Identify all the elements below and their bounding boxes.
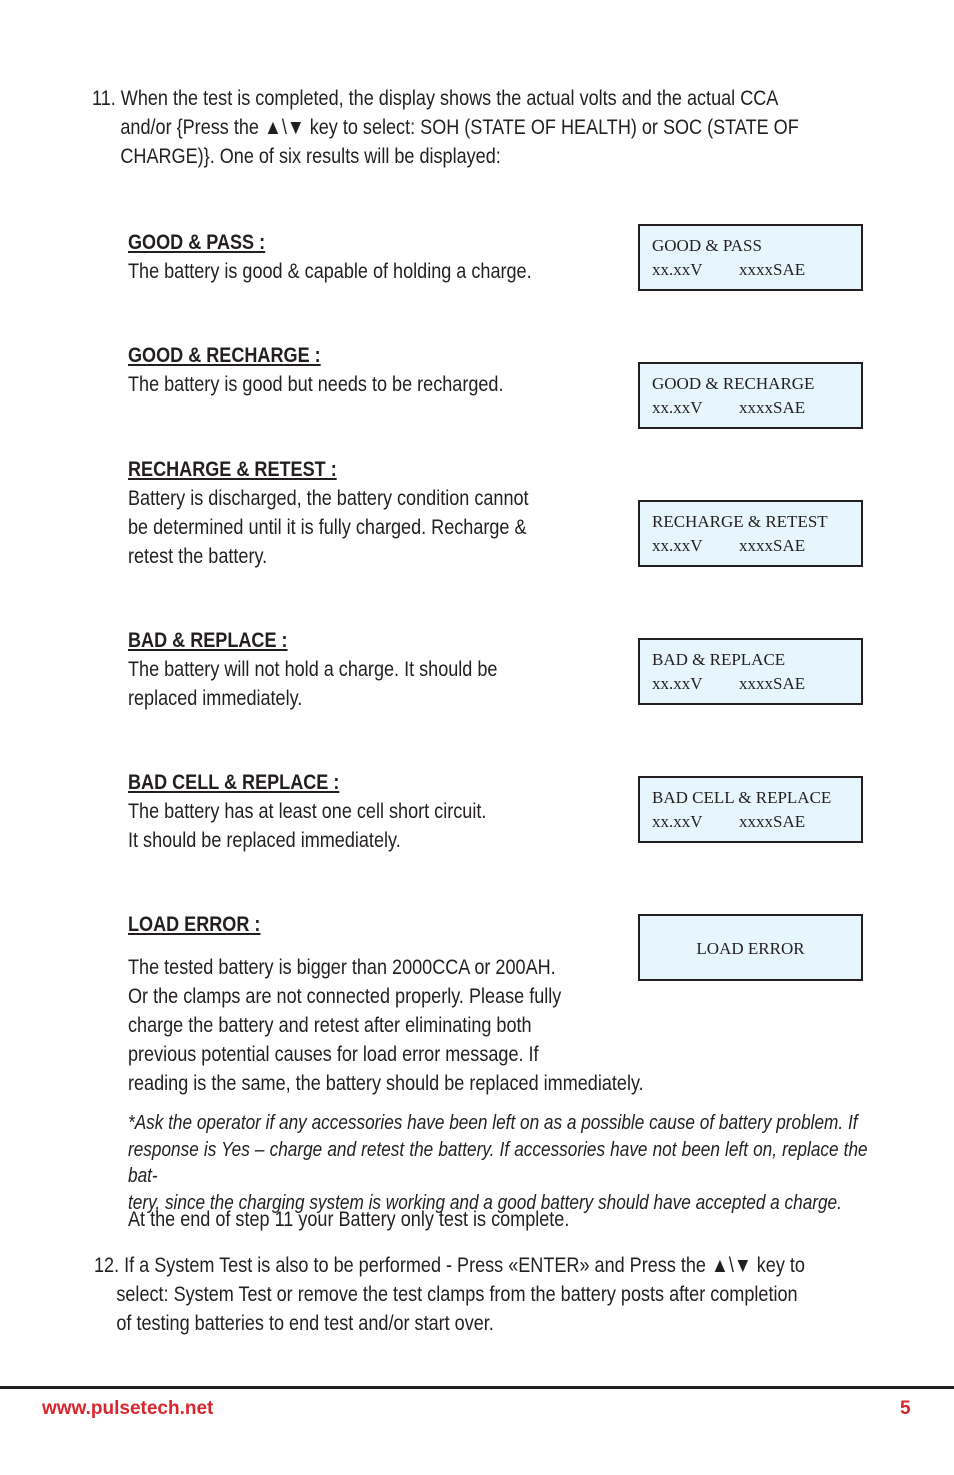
display-status: RECHARGE & RETEST [652,512,828,531]
display-bad-cell-replace [638,776,863,843]
result-heading-recharge-retest: RECHARGE & RETEST : [128,458,337,481]
result-heading-load-error: LOAD ERROR : [128,913,261,936]
footer-divider [0,1386,954,1389]
page-number: 5 [900,1398,911,1419]
step-12-line-2: select: System Test or remove the test clamps from the battery posts after completion [116,1283,798,1306]
footer-website-link[interactable]: www.pulsetech.net [42,1398,214,1419]
display-status: GOOD & RECHARGE [652,374,815,393]
result-heading-bad-cell-replace: BAD CELL & REPLACE : [128,771,340,794]
display-readings: xx.xxV xxxxSAE [652,812,806,831]
display-readings: xx.xxV xxxxSAE [652,398,806,417]
result-heading-bad-replace: BAD & REPLACE : [128,629,288,652]
display-readings: xx.xxV xxxxSAE [652,536,806,555]
display-good-pass [638,224,863,291]
display-load-error [638,914,863,981]
step-11-line-1: 11. When the test is completed, the display shows the actual volts and the actual CCA [92,87,779,110]
result-desc-good-pass: The battery is good & capable of holding a charge. [128,260,532,283]
display-good-recharge [638,362,863,429]
step-12-line-1: 12. If a System Test is also to be performed - Press «ENTER» and Press the ▲\▼ key to [94,1254,805,1277]
display-status: GOOD & PASS [652,236,762,255]
step-11-line-2: and/or {Press the ▲\▼ key to select: SOH (STATE OF HEALTH) or SOC (STATE OF [120,116,799,139]
display-readings: xx.xxV xxxxSAE [652,674,806,693]
result-desc-bad-replace: The battery will not hold a charge. It should be replaced immediately. [128,658,498,710]
result-desc-recharge-retest: Battery is discharged, the battery condition cannot be determined until it is fully charged. Recharge & retest the battery. [128,487,529,568]
display-readings: xx.xxV xxxxSAE [652,260,806,279]
display-status: BAD CELL & REPLACE [652,788,832,807]
step-12-text [94,1251,805,1338]
operator-note: *Ask the operator if any accessories have been left on as a possible cause of battery problem. If response is Yes – charge and retest the battery. If accessories have not been left on, replace the bat- tery, since the charging system is working and a good battery should have accepted a charge. [128,1112,868,1214]
result-desc-load-error: The tested battery is bigger than 2000CCA or 200AH. Or the clamps are not connected properly. Please fully charge the battery and retest after eliminating both previous potential causes for load error message. If reading is the same, the battery should be replaced immediately. [128,956,644,1095]
display-status: LOAD ERROR [696,939,805,958]
result-desc-bad-cell-replace: The battery has at least one cell short circuit. It should be replaced immediately. [128,800,487,852]
step-11-line-3: CHARGE)}. One of six results will be displayed: [120,145,501,168]
display-bad-replace [638,638,863,705]
result-desc-good-recharge: The battery is good but needs to be recharged. [128,373,504,396]
end-of-step-11-text: At the end of step 11 your Battery only test is complete. [128,1208,570,1231]
step-12-line-3: of testing batteries to end test and/or start over. [116,1312,494,1335]
display-recharge-retest [638,500,863,567]
result-heading-good-recharge: GOOD & RECHARGE : [128,344,321,367]
step-11-text [92,84,799,171]
display-status: BAD & REPLACE [652,650,786,669]
result-heading-good-pass: GOOD & PASS : [128,231,266,254]
